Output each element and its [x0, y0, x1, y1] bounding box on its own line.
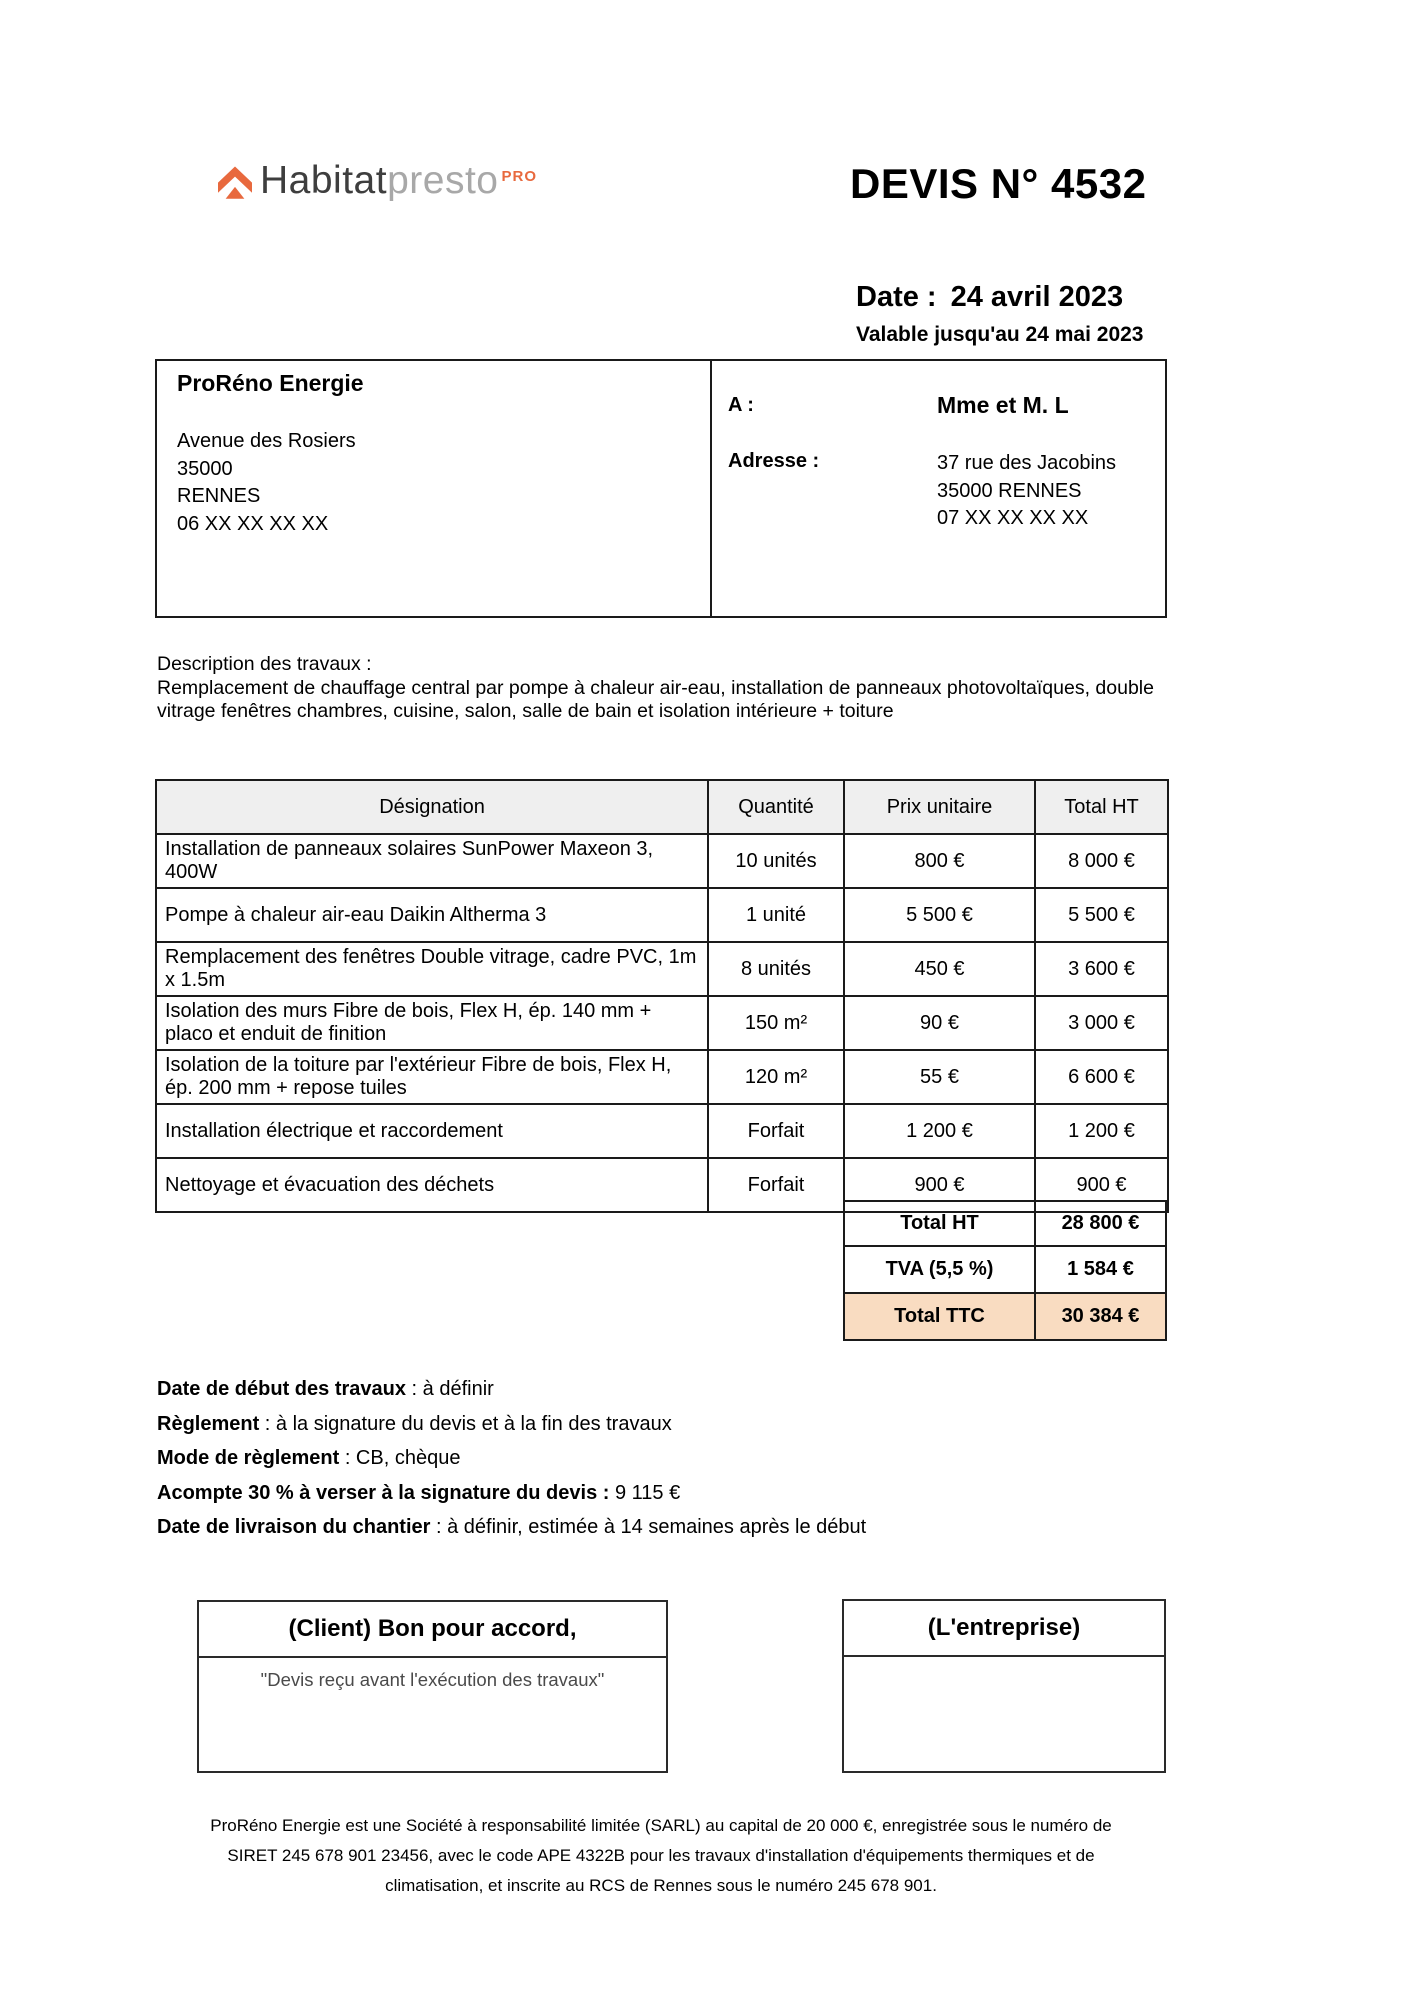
table-row — [156, 834, 1168, 888]
item-total: 6 600 € — [1035, 1050, 1168, 1104]
total-ttc-label: Total TTC — [845, 1294, 1036, 1339]
total-ht-row — [843, 1200, 1167, 1247]
client-phone: 07 XX XX XX XX — [937, 507, 1089, 529]
item-designation: Installation de panneaux solaires SunPower Maxeon 3, 400W — [156, 834, 708, 888]
items-table — [155, 779, 1169, 1213]
company-name: ProRéno Energie — [177, 370, 364, 396]
brand-primary: Habitat — [260, 159, 388, 202]
client-to-label: A : — [728, 394, 754, 416]
company-panel — [157, 361, 712, 616]
works-description — [157, 653, 1202, 724]
item-unit-price: 55 € — [844, 1050, 1035, 1104]
client-signature-box — [197, 1600, 668, 1773]
validity-note: Valable jusqu'au 24 mai 2023 — [856, 323, 1144, 346]
company-address-line: Avenue des Rosiers — [177, 430, 356, 452]
brand-wordmark — [260, 160, 498, 202]
item-unit-price: 90 € — [844, 996, 1035, 1050]
col-header-unit-price: Prix unitaire — [844, 780, 1035, 834]
client-signature-title: (Client) Bon pour accord, — [199, 1602, 666, 1658]
table-row — [156, 888, 1168, 942]
term-payment: Règlement : à la signature du devis et à la fin des travaux — [157, 1412, 672, 1435]
brand-logo — [218, 160, 537, 206]
item-quantity: Forfait — [708, 1158, 844, 1212]
brand-secondary: presto — [387, 159, 499, 202]
item-unit-price: 5 500 € — [844, 888, 1035, 942]
tva-row — [843, 1247, 1167, 1294]
table-row — [156, 1050, 1168, 1104]
client-address-label: Adresse : — [728, 450, 820, 472]
item-designation: Remplacement des fenêtres Double vitrage, cadre PVC, 1m x 1.5m — [156, 942, 708, 996]
document-title: DEVIS N° 4532 — [850, 160, 1147, 207]
tva-label: TVA (5,5 %) — [845, 1247, 1036, 1292]
item-quantity: 150 m² — [708, 996, 844, 1050]
item-unit-price: 900 € — [844, 1158, 1035, 1212]
company-address-line: 35000 — [177, 457, 233, 480]
item-total: 5 500 € — [1035, 888, 1168, 942]
company-signature-title: (L'entreprise) — [844, 1601, 1164, 1657]
client-address-line: 35000 RENNES — [937, 479, 1082, 502]
table-row — [156, 942, 1168, 996]
item-quantity: 120 m² — [708, 1050, 844, 1104]
company-address-line: RENNES — [177, 485, 261, 507]
col-header-total-ht: Total HT — [1035, 780, 1168, 834]
item-unit-price: 1 200 € — [844, 1104, 1035, 1158]
legal-footer-line: ProRéno Energie est une Société à responsabilité limitée (SARL) au capital de 20 000 €, enregistrée sous le numéro de — [210, 1816, 1112, 1835]
date-label: Date : — [856, 281, 937, 313]
total-ttc-value: 30 384 € — [1061, 1305, 1140, 1327]
works-description-body: Remplacement de chauffage central par pompe à chaleur air-eau, installation de panneaux photovoltaïques, double vitrage fenêtres chambres, cuisine, salon, salle de bain et isolation intérieure + toiture — [157, 676, 1154, 722]
item-total: 8 000 € — [1035, 834, 1168, 888]
tva-value: 1 584 € — [1067, 1258, 1134, 1280]
item-total: 900 € — [1035, 1158, 1168, 1212]
term-start-date: Date de début des travaux : à définir — [157, 1378, 494, 1400]
item-designation: Isolation de la toiture par l'extérieur Fibre de bois, Flex H, ép. 200 mm + repose tuiles — [156, 1050, 708, 1104]
payment-terms — [157, 1379, 866, 1552]
item-designation: Nettoyage et évacuation des déchets — [156, 1158, 708, 1212]
item-designation: Pompe à chaleur air-eau Daikin Altherma 3 — [156, 888, 708, 942]
company-signature-box — [842, 1599, 1166, 1773]
col-header-designation: Désignation — [156, 780, 708, 834]
term-delivery-date: Date de livraison du chantier : à définir, estimée à 14 semaines après le début — [157, 1516, 867, 1538]
client-address-line: 37 rue des Jacobins — [937, 452, 1117, 474]
table-row — [156, 1104, 1168, 1158]
legal-footer-line: SIRET 245 678 901 23456, avec le code APE 4322B pour les travaux d'installation d'équipements thermiques et de — [227, 1846, 1095, 1865]
items-header-row — [156, 780, 1168, 834]
item-quantity: 1 unité — [708, 888, 844, 942]
col-header-quantity: Quantité — [708, 780, 844, 834]
legal-footer-line: climatisation, et inscrite au RCS de Rennes sous le numéro 245 678 901. — [385, 1876, 937, 1895]
total-ttc-row — [843, 1294, 1167, 1341]
term-payment-method: Mode de règlement : CB, chèque — [157, 1447, 461, 1469]
total-ht-label: Total HT — [845, 1202, 1036, 1245]
date-line — [856, 281, 1123, 314]
item-quantity: Forfait — [708, 1104, 844, 1158]
client-signature-note: "Devis reçu avant l'exécution des travaux" — [260, 1669, 605, 1690]
totals-block — [843, 1200, 1167, 1341]
item-designation: Installation électrique et raccordement — [156, 1104, 708, 1158]
legal-footer — [155, 1811, 1167, 1901]
client-panel — [712, 361, 1165, 616]
item-quantity: 10 unités — [708, 834, 844, 888]
item-total: 1 200 € — [1035, 1104, 1168, 1158]
term-deposit: Acompte 30 % à verser à la signature du devis : 9 115 € — [157, 1481, 681, 1504]
item-total: 3 000 € — [1035, 996, 1168, 1050]
brand-pro-badge: PRO — [501, 168, 537, 185]
item-unit-price: 450 € — [844, 942, 1035, 996]
company-phone: 06 XX XX XX XX — [177, 512, 329, 535]
item-designation: Isolation des murs Fibre de bois, Flex H, ép. 140 mm + placo et enduit de finition — [156, 996, 708, 1050]
item-quantity: 8 unités — [708, 942, 844, 996]
works-description-title: Description des travaux : — [157, 653, 372, 675]
parties-box — [155, 359, 1167, 618]
table-row — [156, 996, 1168, 1050]
item-unit-price: 800 € — [844, 834, 1035, 888]
client-name: Mme et M. L — [937, 392, 1069, 418]
total-ht-value: 28 800 € — [1061, 1212, 1140, 1234]
item-total: 3 600 € — [1035, 942, 1168, 996]
habitatpresto-arrow-icon — [218, 166, 252, 206]
date-value: 24 avril 2023 — [950, 281, 1124, 313]
